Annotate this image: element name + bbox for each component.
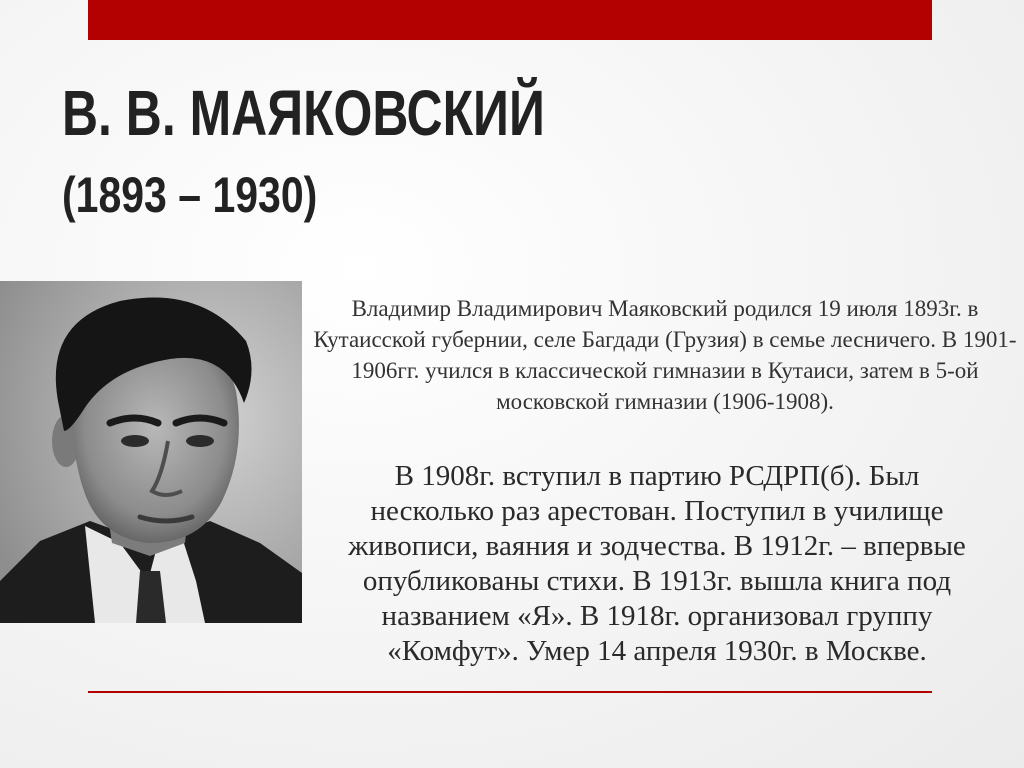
biography-paragraph-early-life: Владимир Владимирович Маяковский родился 19 июля 1893г. в Кутаисской губернии, селе Багдади (Грузия) в семье лесничего. В 1901-1906гг. учился в классической гимназии в Кутаиси, затем в 5-ой московской гимназии (1906-1908). [313,296,1017,414]
slide-years: (1893 – 1930) [62,167,318,223]
biography-paragraph-career: В 1908г. вступил в партию РСДРП(б). Был несколько раз арестован. Поступил в училище живописи, ваяния и зодчества. В 1912г. – впервые опубликованы стихи. В 1913г. вышла книга под названием «Я». В 1918г. организовал группу «Комфут». Умер 14 апреля 1930г. в Москве. [348,460,966,667]
slide-title: В. В. МАЯКОВСКИЙ [62,77,545,149]
top-accent-bar [88,0,932,40]
portrait-photo [0,281,302,623]
bottom-divider [88,691,932,693]
